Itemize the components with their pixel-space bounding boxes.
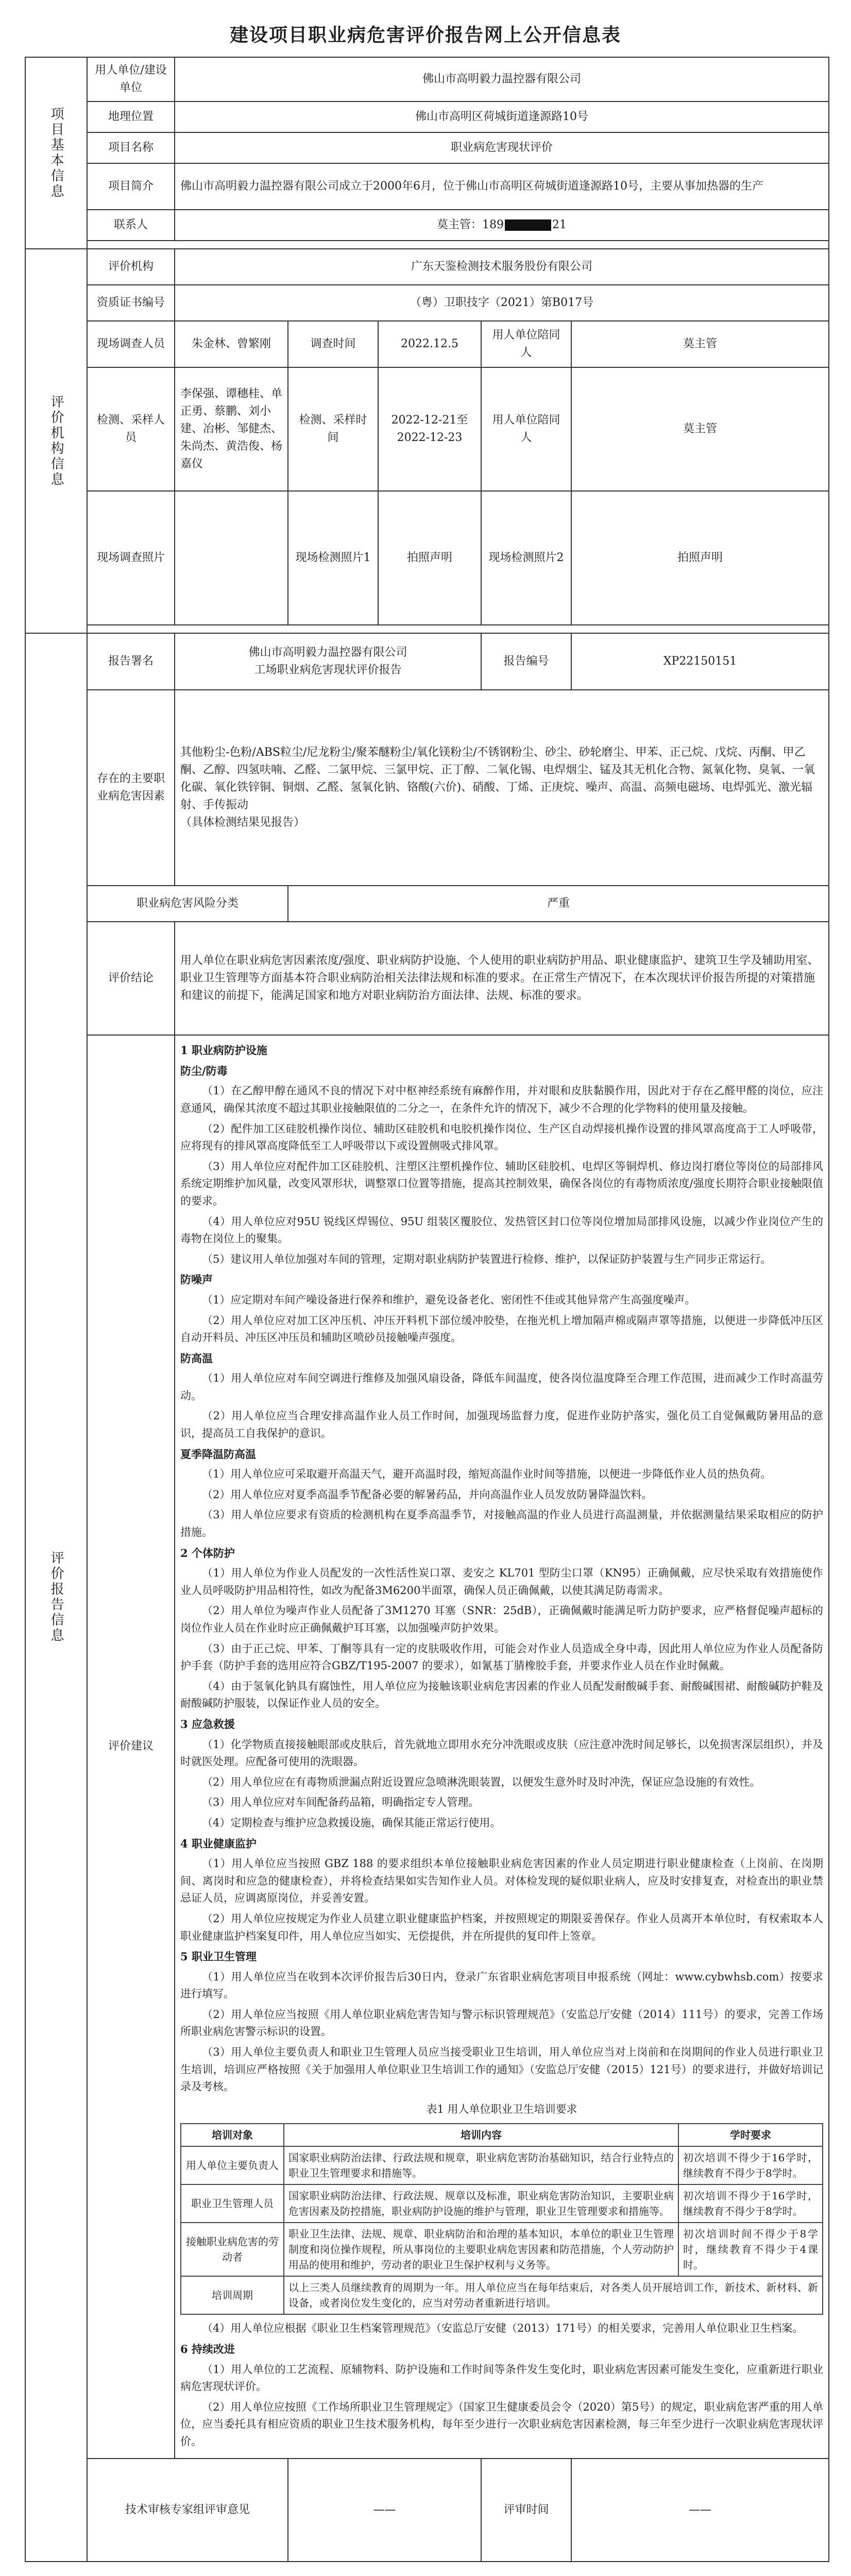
training-table	[180, 2123, 823, 2315]
review-time-value: ——	[571, 2459, 829, 2562]
hazard-list: 其他粉尘-色粉/ABS粒尘/尼龙粉尘/聚苯醚粉尘/氧化镁粉尘/不锈钢粉尘、砂尘、砂轮磨尘、甲苯、正己烷、戊烷、丙酮、甲乙酮、乙醇、四氢呋喃、乙醛、二氯甲烷、三氯甲烷、正丁醇、二氧化锡、电焊烟尘、锰及其无机化合物、氮氧化物、臭氧、一氧化碳、氧化铁锌铜、铜烟、乙醛、氢氧化钠、铬酸(六价)、硝酸、丁烯、正庚烷、噪声、高温、高频电磁场、电焊弧光、激光辐射、手传振动	[180, 745, 815, 812]
expert-label: 技术审核专家组评审意见	[87, 2459, 288, 2562]
suggestion-paragraph: （3）用人单位应对配件加工区硅胶机、注塑区注塑机操作位、辅助区硅胶机、电焊区等铜焊机、修边岗打磨位等岗位的局部排风系统定期维护加风量，改变风罩形状，调整罩口位置等措施，提高其控制效果，确保各岗位的有毒物质浓度/强度长期符合职业接触限值的要求。	[180, 1160, 824, 1207]
sugg-heading-5: 5 职业卫生管理	[180, 1950, 257, 1963]
hazard-note: （具体检测结果见报告）	[180, 816, 305, 829]
photo-check-1-value: 拍照声明	[378, 491, 481, 625]
report-no-label: 报告编号	[481, 633, 571, 690]
training-table-caption: 表1 用人单位职业卫生培训要求	[426, 2103, 577, 2115]
address-value: 佛山市高明区荷城街道逢源路10号	[175, 101, 829, 132]
sugg-heading-noise: 防噪声	[180, 1273, 213, 1286]
suggestion-paragraph: （3）用人单位主要负责人和职业卫生管理人员应当接受职业卫生培训，用人单位应当对上岗前和在岗期间的作业人员进行职业卫生培训，培训应严格按照《关于加强用人单位职业卫生培训工作的通知》（安监总厅安健（2015）121号）的要求进行，并做好培训记录及考核。	[180, 2046, 824, 2093]
training-cell: 初次培训不得少于16学时，继续教育不得少于8学时。	[678, 2146, 823, 2184]
training-cell: 用人单位主要负责人	[181, 2146, 284, 2184]
sampling-staff-value: 李保强、谭穗桂、单正勇、蔡鹏、刘小建、冶彬、邹健杰、朱尚杰、黄浩俊、杨嘉仪	[175, 367, 288, 491]
accomp-label-1: 用人单位陪同人	[481, 321, 571, 367]
photo-check-2-label: 现场检测照片2	[481, 491, 571, 625]
suggestion-paragraph: （4）定期检查与维护应急救援设施，确保其能正常运行使用。	[202, 1816, 501, 1829]
employer-label: 用人单位/建设单位	[87, 57, 175, 101]
sugg-summer-list	[180, 1466, 823, 1541]
training-cell: 国家职业病防治法律、行政法规和规章，职业病危害防治基础知识，结合行业特点的职业卫生管理要求和措施等。	[284, 2146, 678, 2184]
accomp-label-2: 用人单位陪同人	[481, 367, 571, 491]
suggestion-paragraph: （1）用人单位应可采取避开高温天气，避开高温时段，缩短高温作业时间等措施，以便进一步降低作业人员的热负荷。	[202, 1468, 772, 1481]
suggestion-paragraph: （1）用人单位的工艺流程、原辅物料、防护设施和工作时间等条件发生变化时，职业病危害因素可能发生变化，应重新进行职业病危害现状评价。	[180, 2363, 824, 2393]
report-no-value: XP22150151	[571, 633, 829, 690]
intro-value: 佛山市高明毅力温控器有限公司成立于2000年6月，位于佛山市高明区荷城街道逢源路10号，主要从事加热器的生产	[175, 163, 829, 210]
contact-value	[175, 210, 829, 241]
training-cycle-label: 培训周期	[181, 2276, 284, 2314]
photo-survey-label: 现场调查照片	[87, 491, 175, 625]
suggestion-paragraph: （1）用人单位为作业人员配发的一次性活性炭口罩、麦安之 KL701 型防尘口罩（KN95）正确佩戴，应尽快采取有效措施使作业人员呼吸防护用品相符性，如改为配备3M6200半面罩，确保人员正确佩戴，以使其满足防毒需求。	[180, 1567, 824, 1597]
table-row	[181, 2276, 823, 2314]
sugg-heading-heat: 防高温	[180, 1351, 213, 1365]
org-name-label: 评价机构	[87, 249, 175, 285]
suggestion-paragraph: （1）用人单位应当按照 GBZ 188 的要求组织本单位接触职业病危害因素的作业人员定期进行职业健康检查（上岗前、在岗期间、离岗时和应急的健康检查），并将检查结果如实告知作业人员。对体检发现的疑似职业病人，应及时安排复查，对检查出的职业禁忌证人员，应调离原岗位，并妥善安置。	[180, 1857, 824, 1905]
suggestion-paragraph: （2）用人单位应按照《工作场所职业卫生管理规定》（国家卫生健康委员会令（2020）第5号）的规定，职业病危害严重的用人单位，应当委托具有相应资质的职业卫生技术服务机构，每年至少进行一次职业病危害因素检测，每三年至少进行一次职业病危害现状评价。	[180, 2400, 824, 2448]
table-row	[181, 2146, 823, 2184]
sugg-heading-1: 1 职业病防护设施	[180, 1044, 267, 1057]
suggestion-paragraph: （3）由于正己烷、甲苯、丁酮等具有一定的皮肤吸收作用，可能会对作业人员造成全身中毒，因此用人单位应为作业人员配备防护手套（防护手套的选用应符合GBZ/T195-2007 的要求），如氰基丁腈橡胶手套，并要求作业人员在作业时佩戴。	[180, 1642, 824, 1672]
suggestion-paragraph: （3）用人单位应要求有资质的检测机构在夏季高温季节，对接触高温的作业人员进行高温测量，并依据测量结果采取相应的防护措施。	[180, 1509, 824, 1539]
training-cell: 接触职业病危害的劳动者	[181, 2223, 284, 2276]
sampling-time-label: 检测、采样时间	[288, 367, 378, 491]
training-cell: 职业卫生管理人员	[181, 2184, 284, 2223]
contact-label: 联系人	[87, 210, 175, 241]
sugg-noise-list	[180, 1292, 823, 1347]
section-org: 评价机构信息	[25, 249, 87, 633]
author-line-1: 佛山市高明毅力温控器有限公司	[248, 646, 407, 659]
photo-check-1-label: 现场检测照片1	[288, 491, 378, 625]
section-report: 评价报告信息	[25, 633, 87, 2561]
sugg-dust-list	[180, 1082, 823, 1268]
suggestion-paragraph: （5）建议用人单位加强对车间的管理，定期对职业病防护装置进行检修、维护，以保证防护装置与生产同步正常运行。	[202, 1252, 772, 1265]
author-value	[175, 633, 481, 690]
suggestion-paragraph: （2）用人单位应在有毒物质泄漏点附近设置应急喷淋洗眼装置，以便发生意外时及时冲洗，保证应急设施的有效性。	[202, 1775, 761, 1788]
photo-check-2-value: 拍照声明	[571, 491, 829, 625]
contact-phone-prefix: 莫主管：189	[437, 218, 504, 232]
suggestion-paragraph: （2）用人单位为噪声作业人员配备了3M1270 耳塞（SNR：25dB），正确佩戴时能满足听力防护要求，应严格督促噪声超标的岗位作业人员在作业时应正确佩戴护耳耳塞，以加强噪声防护效果。	[180, 1604, 824, 1634]
address-label: 地理位置	[87, 101, 175, 132]
sugg-heading-dust: 防尘/防毒	[180, 1064, 228, 1077]
suggestion-paragraph: （2）用人单位应对加工区冲压机、冲压开料机下部位缓冲胶垫，在拖光机上增加隔声棉或隔声罩等措施，以便进一步降低冲压区自动开料员、冲压区冲压员和辅助区喷砂员接触噪声强度。	[180, 1314, 824, 1344]
accomp-value-2: 莫主管	[571, 367, 829, 491]
sugg-heading-6: 6 持续改进	[180, 2343, 235, 2356]
photo-survey-cell	[175, 491, 288, 625]
training-cycle-value: 以上三类人员继续教育的周期为一年。用人单位应当在每年结束后，对各类人员开展培训工作，新技术、新材料、新设备，或者岗位发生变化的，应当对劳动者重新进行培训。	[284, 2276, 823, 2314]
suggestion-paragraph: （2）用人单位应对夏季高温季节配备必要的解暑药品，并向高温作业人员发放防暑降温饮料。	[202, 1488, 653, 1501]
suggestion-paragraph: （2）用人单位应当按照《用人单位职业病危害告知与警示标识管理规范》（安监总厅安健（2014）111号）的要求，完善工作场所职业病危害警示标识的设置。	[180, 2008, 824, 2038]
sugg-ppe-list	[180, 1565, 823, 1713]
sugg-heat-list	[180, 1370, 823, 1442]
redaction-bar	[505, 219, 551, 231]
accomp-value-1: 莫主管	[571, 321, 829, 367]
training-header-content: 培训内容	[284, 2124, 678, 2146]
table-row	[181, 2223, 823, 2276]
survey-staff-value: 朱金林、曾繁刚	[175, 321, 288, 367]
sugg-mgmt-tail: （4）用人单位应根据《职业卫生档案管理规范》（安监总厅安健（2013）171号）的相关要求，完善用人单位职业卫生档案。	[202, 2322, 804, 2335]
suggestion-paragraph: （1）化学物质直接接触眼部或皮肤后，首先就地立即用水充分冲洗眼或皮肤（应注意冲洗时间足够长，以免损害深层组织），并及时就医处理。应配备可使用的洗眼器。	[180, 1738, 824, 1768]
suggestion-content	[175, 1035, 829, 2458]
suggestion-paragraph: （1）应定期对车间产噪设备进行保养和维护，避免设备老化、密闭性不佳或其他异常产生高强度噪声。	[202, 1293, 696, 1306]
sugg-heading-4: 4 职业健康监护	[180, 1837, 257, 1850]
employer-value: 佛山市高明毅力温控器有限公司	[175, 57, 829, 101]
sugg-improve-list	[180, 2361, 823, 2451]
conclusion-value: 用人单位在职业病危害因素浓度/强度、职业病防护设施、个人使用的职业病防护用品、职业健康监护、建筑卫生学及辅助用室、职业卫生管理等方面基本符合职业病防治相关法律法规和标准的要求。在正常生产情况下，在本次现状评价报告所提的对策措施和建议的前提下，能满足国家和地方对职业病防治方面法律、法规、标准的要求。	[175, 922, 829, 1035]
suggestion-paragraph: （1）在乙醇甲醇在通风不良的情况下对中枢神经系统有麻醉作用，并对眼和皮肤黏膜作用，因此对于存在乙醛甲醛的岗位，应注意通风，确保其浓度不超过其职业接触限值的二分之一，在条件允许的情况下，减少不合理的化学物料的使用量及接触。	[180, 1084, 824, 1114]
training-cell: 职业卫生法律、法规、规章、职业病防治和治理的基本知识，本单位的职业卫生管理制度和岗位操作规程，所从事岗位的主要职业病危害因素和防范措施，个人劳动防护用品的使用和维护，劳动者的职业卫生保护权利与义务等。	[284, 2223, 678, 2276]
sugg-emergency-list	[180, 1736, 823, 1832]
author-label: 报告署名	[87, 633, 175, 690]
suggestion-paragraph: （1）用人单位应当在收到本次评价报告后30日内，登录广东省职业病危害项目申报系统（网址：www.cybwhsb.com）按要求进行填写。	[180, 1970, 824, 2001]
sugg-mgmt-list	[180, 1969, 823, 2096]
info-table	[25, 57, 829, 2562]
hazard-label: 存在的主要职业病危害因素	[87, 690, 175, 886]
sampling-time-value: 2022-12-21至2022-12-23	[378, 367, 481, 491]
project-value: 职业病危害现状评价	[175, 132, 829, 163]
suggestion-paragraph: （2）用人单位应按规定为作业人员建立职业健康监护档案，并按照规定的期限妥善保存。作业人员离开本单位时，有权索取本人职业健康监护档案复印件，用人单位应当如实、无偿提供，并在所提供的复印件上签章。	[180, 1912, 824, 1942]
page-title: 建设项目职业病危害评价报告网上公开信息表	[229, 24, 621, 46]
cert-value: （粤）卫职技字（2021）第B017号	[175, 285, 829, 321]
suggestion-paragraph: （2）配件加工区硅胶机操作岗位、辅助区硅胶机和电胶机操作岗位、生产区自动焊接机操作设置的排风罩高度高于工人呼吸带，应将现有的排风罩高度降低至工人呼吸带以下或设置侧吸式排风罩。	[180, 1122, 824, 1153]
author-line-2: 工场职业病危害现状评价报告	[254, 664, 402, 677]
cert-label: 资质证书编号	[87, 285, 175, 321]
org-name-value: 广东天鉴检测技术服务股份有限公司	[175, 249, 829, 285]
training-header-target: 培训对象	[181, 2124, 284, 2146]
sugg-heading-2: 2 个体防护	[180, 1546, 235, 1560]
table-row	[181, 2184, 823, 2223]
survey-staff-label: 现场调查人员	[87, 321, 175, 367]
class-value: 严重	[288, 886, 829, 922]
suggestion-label: 评价建议	[87, 1035, 175, 2458]
survey-time-label: 调查时间	[288, 321, 378, 367]
sugg-health-list	[180, 1855, 823, 1945]
suggestion-paragraph: （4）由于氢氧化钠具有腐蚀性，用人单位应为接触该职业病危害因素的作业人员配发耐酸碱手套、耐酸碱围裙、耐酸碱防护鞋及耐酸碱防护服装，以保证作业人员的安全。	[180, 1680, 824, 1710]
project-label: 项目名称	[87, 132, 175, 163]
class-label: 职业病危害风险分类	[87, 886, 288, 922]
hazard-value	[175, 690, 829, 886]
training-header-hours: 学时要求	[678, 2124, 823, 2146]
suggestion-paragraph: （1）用人单位应对车间空调进行维修及加强风扇设备，降低车间温度，使各岗位温度降至合理工作范围，进而减少工作时高温劳动。	[180, 1372, 824, 1402]
intro-label: 项目简介	[87, 163, 175, 210]
training-cell: 国家职业病防治法律、行政法规、规章以及标准，职业病危害防治知识，主要职业病危害因素及防控措施，职业病防护设施的维护与管理，职业卫生管理要求和措施等。	[284, 2184, 678, 2223]
training-cell: 初次培训不得少于16学时，继续教育不得少于8学时。	[678, 2184, 823, 2223]
section-basic: 项目基本信息	[25, 57, 87, 249]
suggestion-paragraph: （3）用人单位应对车间配备药品箱，明确指定专人管理。	[202, 1796, 480, 1809]
contact-phone-suffix: 21	[552, 218, 567, 232]
sugg-heading-summer: 夏季降温防高温	[180, 1447, 256, 1461]
review-time-label: 评审时间	[481, 2459, 571, 2562]
training-cell: 初次培训时间不得少于8学时，继续教育不得少于4课时。	[678, 2223, 823, 2276]
expert-value: ——	[288, 2459, 481, 2562]
suggestion-paragraph: （2）用人单位应当合理安排高温作业人员工作时间，加强现场监督力度，促进作业防护落实，强化员工自觉佩戴防暑用品的意识，提高员工自我保护的意识。	[180, 1410, 824, 1440]
sugg-heading-3: 3 应急救援	[180, 1717, 235, 1731]
survey-time-value: 2022.12.5	[378, 321, 481, 367]
conclusion-label: 评价结论	[87, 922, 175, 1035]
sampling-staff-label: 检测、采样人员	[87, 367, 175, 491]
suggestion-paragraph: （4）用人单位应对95U 锐线区焊锡位、95U 组装区覆胶位、发热管区封口位等岗位增加局部排风设施，以减少作业岗位产生的毒物在岗位上的聚集。	[180, 1215, 824, 1245]
